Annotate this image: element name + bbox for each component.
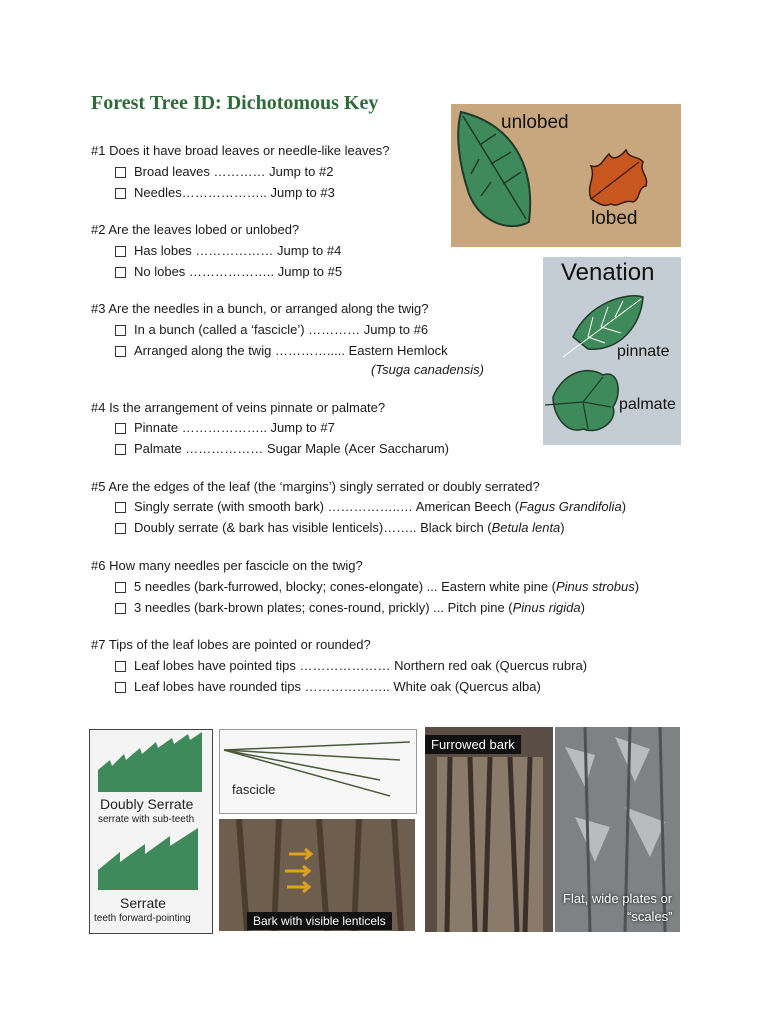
plates-caption-line1: Flat, wide plates or bbox=[563, 891, 673, 906]
question-1: #1 Does it have broad leaves or needle-like leaves? bbox=[91, 143, 390, 158]
option-5a[interactable]: Singly serrate (with smooth bark) ……………..… American Beech (Fagus Grandifolia) bbox=[115, 499, 626, 514]
checkbox[interactable] bbox=[115, 188, 126, 199]
palmate-label: palmate bbox=[619, 396, 676, 413]
checkbox[interactable] bbox=[115, 444, 126, 455]
lobed-label: lobed bbox=[591, 208, 638, 229]
serrate-sub: teeth forward-pointing bbox=[94, 913, 191, 924]
doubly-serrate-sub: serrate with sub-teeth bbox=[98, 814, 195, 825]
checkbox[interactable] bbox=[115, 325, 126, 336]
plated-bark-photo bbox=[555, 727, 680, 932]
unlobed-label: unlobed bbox=[501, 112, 569, 133]
doubly-serrate-label: Doubly Serrate bbox=[100, 796, 194, 812]
bark-texture bbox=[425, 727, 553, 932]
option-4b[interactable]: Palmate ……………… Sugar Maple (Acer Saccharum) bbox=[115, 441, 449, 456]
option-1a[interactable]: Broad leaves ………… Jump to #2 bbox=[115, 164, 333, 179]
latin-name: (Tsuga canadensis) bbox=[371, 362, 485, 377]
furrowed-bark-photo bbox=[425, 727, 553, 932]
option-7a[interactable]: Leaf lobes have pointed tips ………………… Northern red oak (Quercus rubra) bbox=[115, 658, 587, 673]
lenticel-bark-photo bbox=[219, 819, 415, 931]
option-2a[interactable]: Has lobes ……………… Jump to #4 bbox=[115, 243, 341, 258]
lobed-unlobed-illustration bbox=[451, 104, 681, 247]
checkbox[interactable] bbox=[115, 603, 126, 614]
fascicle-label: fascicle bbox=[232, 782, 276, 797]
question-4: #4 Is the arrangement of veins pinnate or palmate? bbox=[91, 400, 386, 415]
venation-illustration bbox=[543, 257, 681, 445]
lenticels-caption: Bark with visible lenticels bbox=[247, 912, 392, 930]
option-6a[interactable]: 5 needles (bark-furrowed, blocky; cones-elongate) ... Eastern white pine (Pinus strobus) bbox=[115, 579, 639, 594]
checkbox[interactable] bbox=[115, 582, 126, 593]
option-7b[interactable]: Leaf lobes have rounded tips ……………….. White oak (Quercus alba) bbox=[115, 679, 541, 694]
serrate-icon bbox=[98, 828, 198, 890]
checkbox[interactable] bbox=[115, 346, 126, 357]
page-title: Forest Tree ID: Dichotomous Key bbox=[91, 92, 379, 114]
option-3a[interactable]: In a bunch (called a ‘fascicle’) ………… Jump to #6 bbox=[115, 322, 428, 337]
question-5: #5 Are the edges of the leaf (the ‘margins’) singly serrated or doubly serrated? bbox=[91, 479, 540, 494]
question-2: #2 Are the leaves lobed or unlobed? bbox=[91, 222, 300, 237]
checkbox[interactable] bbox=[115, 167, 126, 178]
pinnate-label: pinnate bbox=[617, 343, 670, 360]
palmate-leaf-icon bbox=[553, 371, 618, 431]
option-5b[interactable]: Doubly serrate (& bark has visible lenticels)…….. Black birch (Betula lenta) bbox=[115, 520, 565, 535]
fascicle-photo bbox=[219, 729, 417, 814]
option-1b[interactable]: Needles……………….. Jump to #3 bbox=[115, 185, 335, 200]
needles-illustration bbox=[220, 730, 416, 813]
question-6: #6 How many needles per fascicle on the twig? bbox=[91, 558, 363, 573]
checkbox[interactable] bbox=[115, 523, 126, 534]
checkbox[interactable] bbox=[115, 246, 126, 257]
doubly-serrate-icon bbox=[98, 732, 202, 792]
checkbox[interactable] bbox=[115, 661, 126, 672]
checkbox[interactable] bbox=[115, 267, 126, 278]
question-7: #7 Tips of the leaf lobes are pointed or rounded? bbox=[91, 637, 371, 652]
question-3: #3 Are the needles in a bunch, or arranged along the twig? bbox=[91, 301, 429, 316]
checkbox[interactable] bbox=[115, 423, 126, 434]
needle bbox=[224, 742, 410, 750]
serrate-illustration bbox=[89, 729, 213, 934]
plates-caption-line2: “scales” bbox=[627, 909, 673, 924]
option-3b[interactable]: Arranged along the twig …………..... Eastern Hemlock bbox=[115, 343, 448, 358]
venation-title: Venation bbox=[561, 259, 655, 286]
furrowed-caption: Furrowed bark bbox=[425, 735, 521, 754]
option-6b[interactable]: 3 needles (bark-brown plates; cones-round, prickly) ... Pitch pine (Pinus rigida) bbox=[115, 600, 585, 615]
option-2b[interactable]: No lobes ……………….. Jump to #5 bbox=[115, 264, 342, 279]
option-4a[interactable]: Pinnate ……………….. Jump to #7 bbox=[115, 420, 335, 435]
serrate-label: Serrate bbox=[120, 895, 166, 911]
checkbox[interactable] bbox=[115, 502, 126, 513]
checkbox[interactable] bbox=[115, 682, 126, 693]
